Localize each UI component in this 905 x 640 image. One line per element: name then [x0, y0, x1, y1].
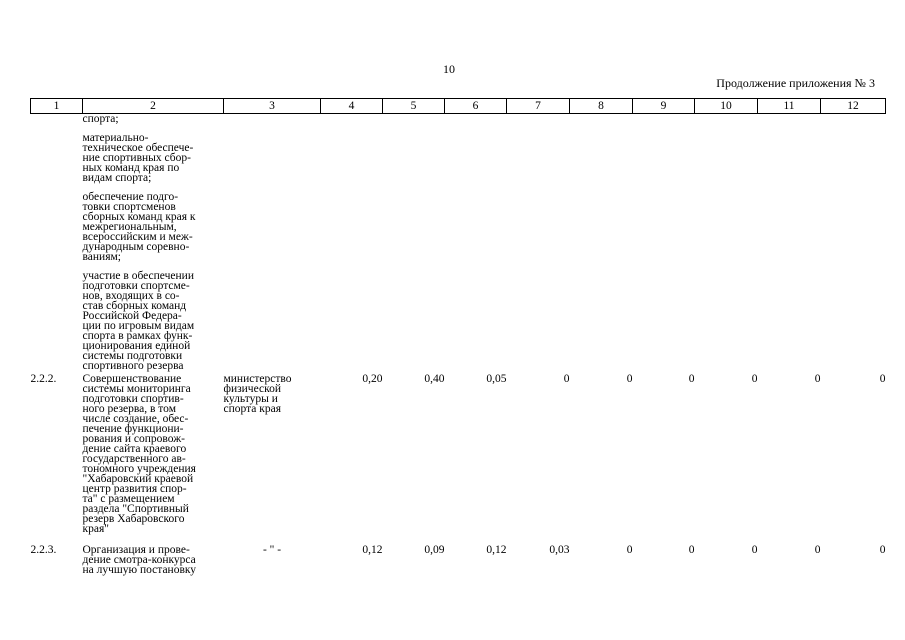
row-value — [570, 114, 633, 372]
row-value: 0 — [688, 373, 695, 385]
row-value: 0 — [879, 544, 886, 556]
description-paragraph: Совершенствование системы мониторинга подготовки спортив- ного резерва, в том числе создание, обес- печение функциони- рования и сопровож- дение сайта краевого государственного ав- тономного учреждения "Хабаровский краевой центр развития спор- та" с размещением раздела "Спортивный резерв Хабаровского края" — [82, 373, 196, 535]
description-paragraph: Организация и прове- дение смотра-конкурса на лучшую постановку — [82, 544, 197, 576]
row-value — [695, 114, 758, 372]
row-value: 0 — [879, 373, 886, 385]
table-row — [31, 114, 886, 372]
row-number: 2.2.2. — [30, 373, 57, 385]
appendix-table — [30, 98, 886, 575]
row-value: 0 — [626, 544, 633, 556]
page-number: 10 — [443, 62, 455, 76]
column-header: 9 — [633, 99, 695, 114]
row-value — [445, 114, 507, 372]
description-paragraph: обеспечение подго- товки спортсменов сборных команд края к межрегиональным, всероссийским и меж- дународным соревно- ваниям; — [82, 191, 196, 263]
column-header: 2 — [83, 99, 224, 114]
row-value: 0 — [814, 373, 821, 385]
table-row — [31, 534, 886, 575]
description-paragraph: материально- техническое обеспече- ние спортивных сбор- ных команд края по видам спорта; — [82, 132, 194, 184]
row-value: 0,12 — [486, 544, 507, 556]
row-value — [821, 114, 886, 372]
row-value — [507, 114, 570, 372]
column-header: 6 — [445, 99, 507, 114]
row-description — [83, 534, 224, 575]
row-value: 0 — [563, 373, 570, 385]
column-header: 8 — [570, 99, 633, 114]
column-header: 3 — [224, 99, 321, 114]
row-value: 0 — [688, 544, 695, 556]
description-paragraph: спорта; — [82, 113, 119, 125]
continuation-label: Продолжение приложения № 3 — [716, 76, 875, 90]
row-value: 0,03 — [549, 544, 570, 556]
row-value — [758, 114, 821, 372]
row-value: 0,05 — [486, 373, 507, 385]
header-row — [31, 99, 886, 114]
column-header: 7 — [507, 99, 570, 114]
column-header: 12 — [821, 99, 886, 114]
row-value: 0 — [814, 544, 821, 556]
row-responsible: - " - — [262, 544, 282, 556]
row-value — [321, 114, 383, 372]
row-value: 0,12 — [362, 544, 383, 556]
column-header: 11 — [758, 99, 821, 114]
row-value: 0,20 — [362, 373, 383, 385]
row-responsible: министерство физической культуры и спорта края — [223, 373, 292, 415]
row-number — [31, 114, 83, 372]
column-header: 4 — [321, 99, 383, 114]
row-description — [83, 371, 224, 534]
row-number: 2.2.3. — [30, 544, 57, 556]
column-header: 1 — [31, 99, 83, 114]
row-value — [633, 114, 695, 372]
row-value: 0 — [751, 373, 758, 385]
row-responsible — [224, 114, 321, 372]
table-row — [31, 371, 886, 534]
column-header: 10 — [695, 99, 758, 114]
row-value: 0,40 — [424, 373, 445, 385]
row-value: 0 — [751, 544, 758, 556]
row-description — [83, 114, 224, 372]
row-value: 0 — [626, 373, 633, 385]
column-header: 5 — [383, 99, 445, 114]
row-value — [383, 114, 445, 372]
row-value: 0,09 — [424, 544, 445, 556]
description-paragraph: участие в обеспечении подготовки спортсме- нов, входящих в со- став сборных команд Российской Федера- ции по игровым видам спорта в рамках функ- ционирования единой системы подготовки спортивного резерва — [82, 270, 195, 372]
